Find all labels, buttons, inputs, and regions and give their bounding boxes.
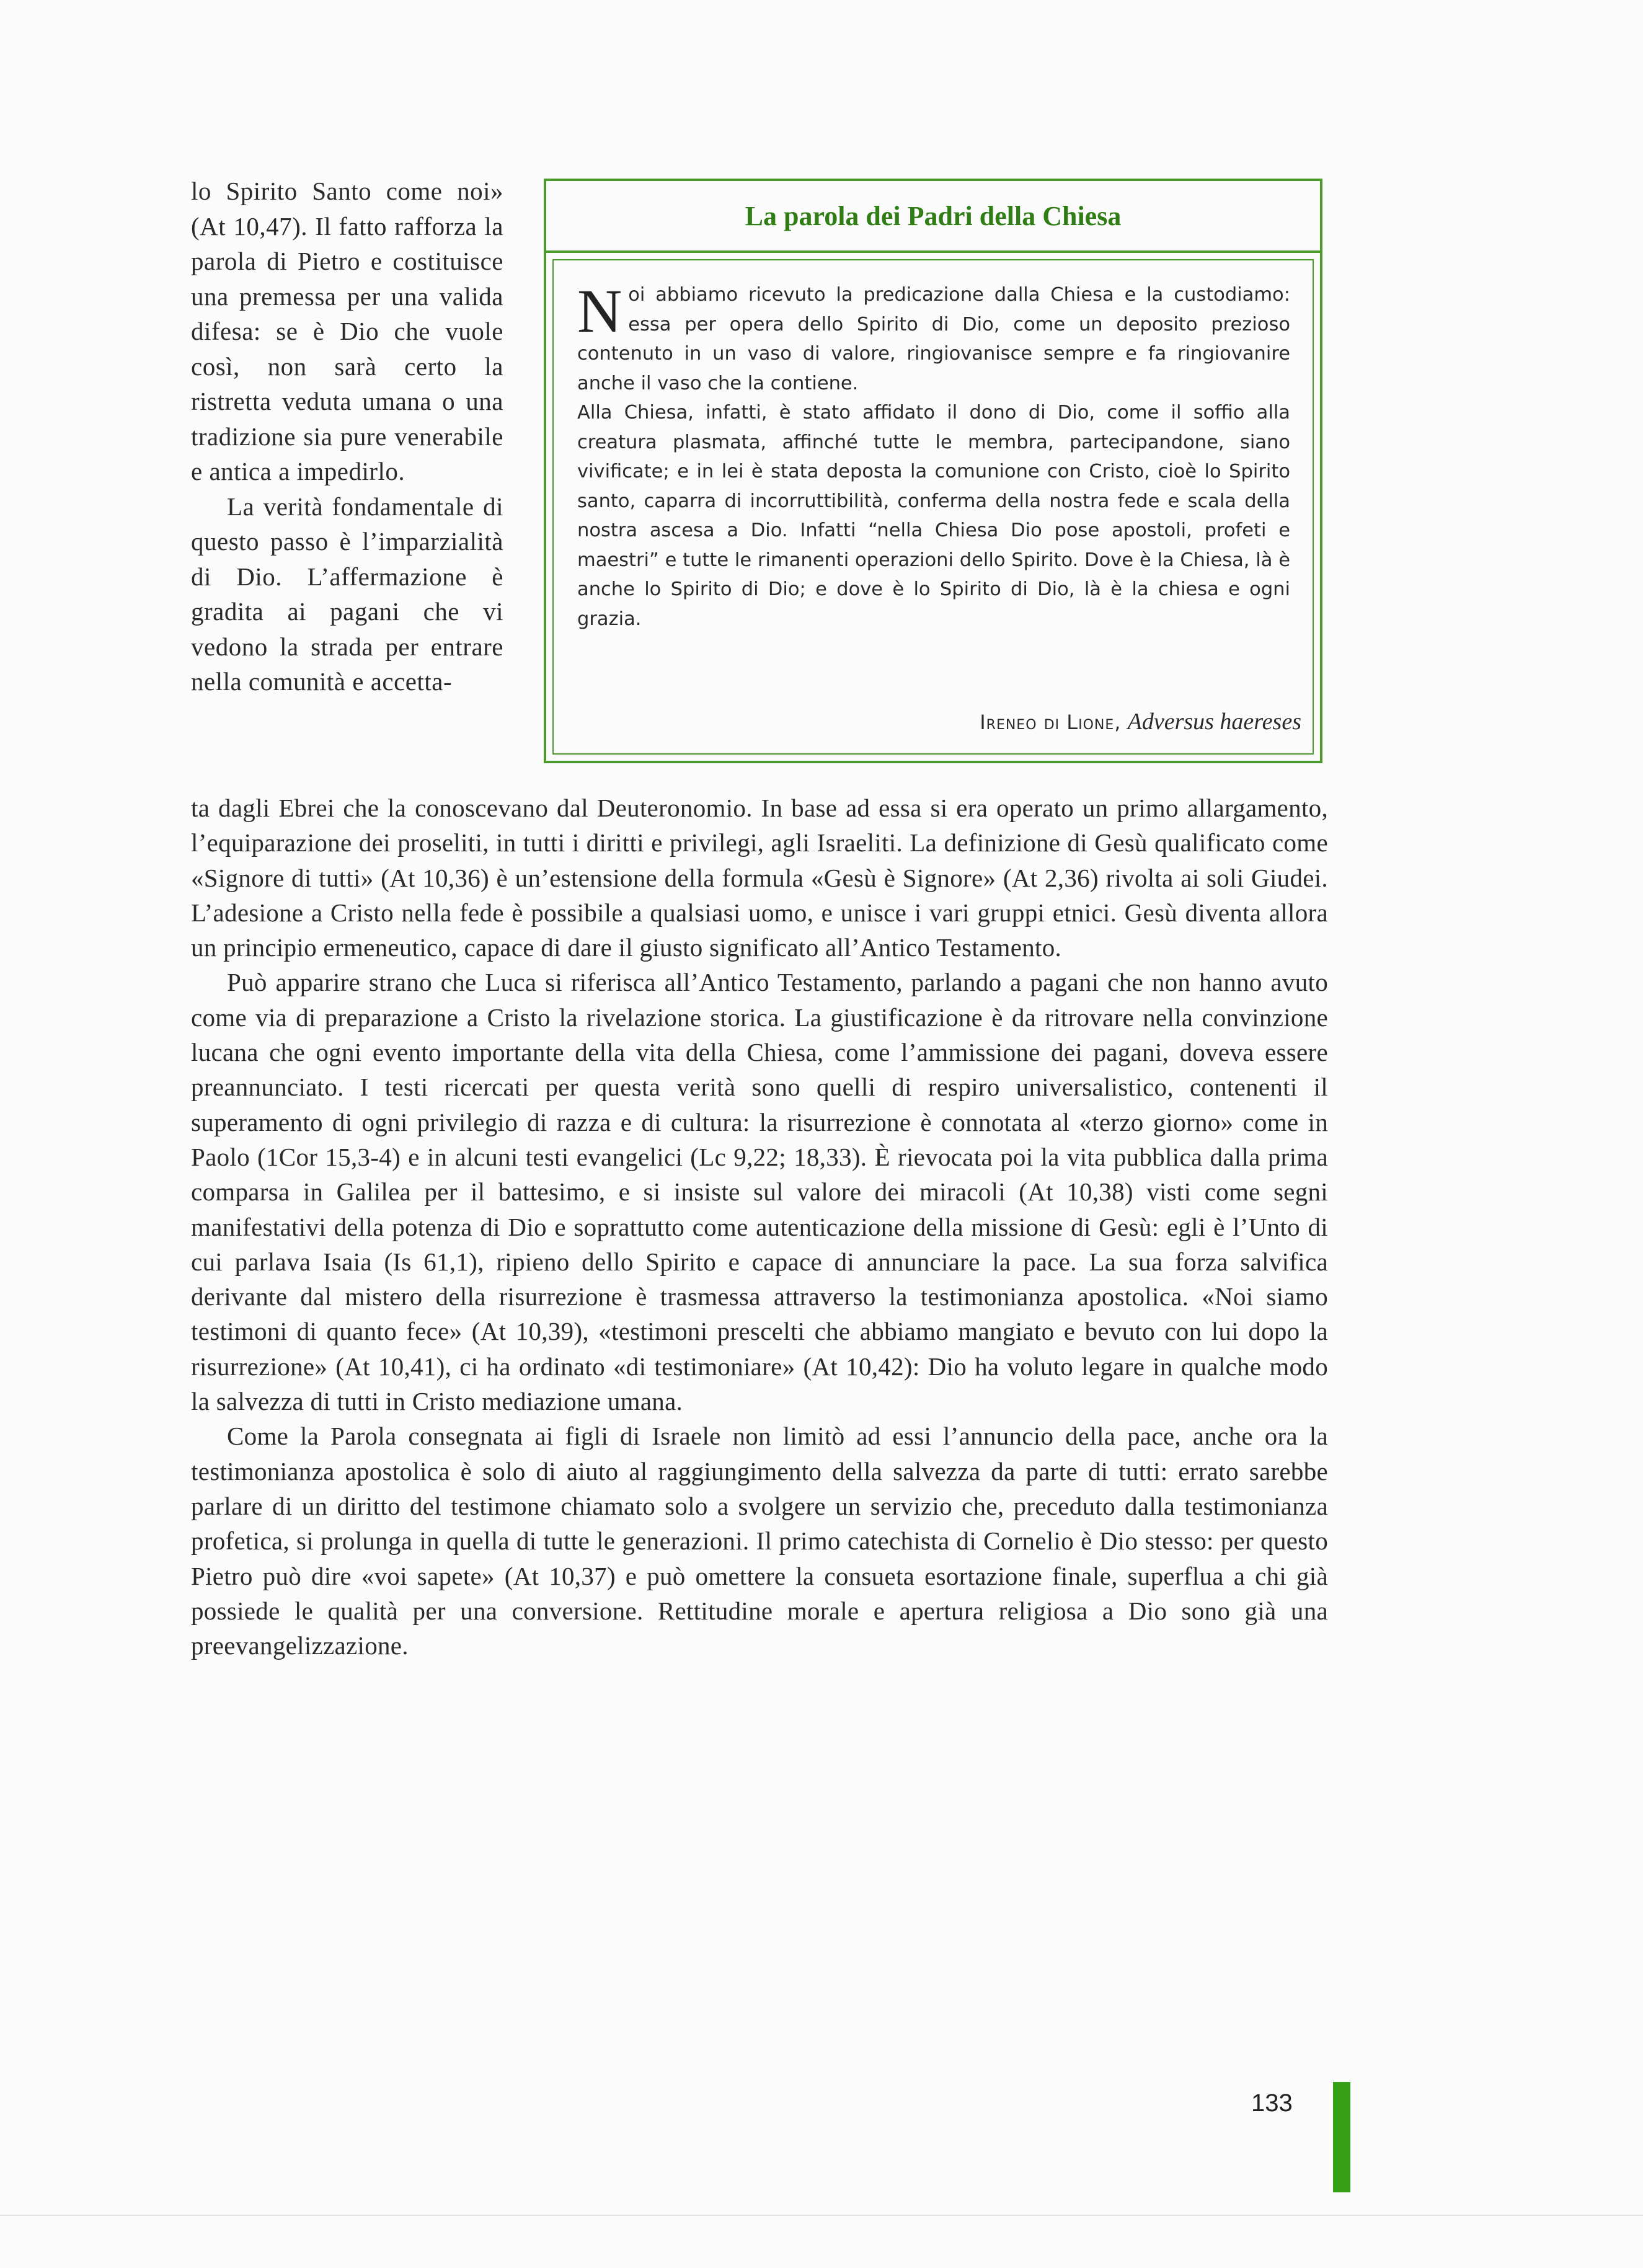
main-paragraph-2: Può apparire strano che Luca si riferisca all’Antico Testamento, parlando a pagani che non hanno avuto come via di preparazione a Cristo la rivelazione storica. La giustificazione è da ritrovare nella convinzione lucana che ogni evento importante della vita della Chiesa, come l’ammissione dei pagani, doveva essere preannunciato. I testi ricercati per questa verità sono quelli di respiro universalistico, contenenti il superamento di ogni privilegio di razza e di cultura: la risurrezione è connotata al «terzo giorno» come in Paolo (1Cor 15,3-4) e in alcuni testi evangelici (Lc 9,22; 18,33). È rievocata poi la vita pubblica dalla prima comparsa in Galilea per il battesimo, e si insiste sul valore dei miracoli (At 10,38) visti come segni manifestativi della potenza di Dio e soprattutto come autenticazione della missione di Gesù: egli è l’Unto di cui parlava Isaia (Is 61,1), ripieno dello Spirito e capace di annunciare la pace. La sua forza salvifica derivante dal mistero della risurrezione è trasmessa attraverso la testimonianza apostolica. «Noi siamo testimoni di quanto fece» (At 10,39), «testimoni prescelti che abbiamo mangiato e bevuto con lui dopo la risurrezione» (At 10,41), ci ha ordinato «di testimoniare» (At 10,42): Dio ha voluto legare in qualche modo la salvezza di tutti in Cristo mediazione umana. <box>191 968 1328 1416</box>
quote-box-body <box>577 277 1290 634</box>
page-edge-line <box>0 2215 1643 2216</box>
attribution-author: Ireneo di Lione, <box>980 711 1122 734</box>
page-number: 133 <box>1251 2089 1293 2117</box>
quote-paragraph-2: Alla Chiesa, infatti, è stato affidato il dono di Dio, come il soffio alla creatura plasmata, affinché tutte le membra, partecipandone, siano vivificate; e in lei è stata deposta la comunione con Cristo, cioè lo Spirito santo, caparra di incorruttibilità, conferma della nostra fede e scala della nostra ascesa a Dio. Infatti “nella Chiesa Dio pose apostoli, profeti e maestri” e tutte le rimanenti operazioni dello Spirito. Dove è la Chiesa, là è anche lo Spirito di Dio; e dove è lo Spirito di Dio, là è la chiesa e ogni grazia. <box>577 402 1290 630</box>
left-paragraph-2: La verità fondamentale di questo passo è l’imparzialità di Dio. L’affermazione è gradita ai pagani che vi vedono la strada per entrare nella comunità e accetta- <box>191 492 503 696</box>
quote-box-title: La parola dei Padri della Chiesa <box>546 181 1320 253</box>
quote-paragraph-1: Noi abbiamo ricevuto la predicazione dalla Chiesa e la custodiamo: essa per opera dello Spirito di Dio, come un deposito prezioso contenuto in un vaso di valore, ringiovanisce sempre e fa ringiovanire anche il vaso che la contiene. <box>577 277 1290 394</box>
quote-attribution <box>980 708 1301 735</box>
left-paragraph-1: lo Spirito Santo come noi» (At 10,47). Il fatto rafforza la parola di Pietro e costituisce una premessa per una valida difesa: se è Dio che vuole così, non sarà certo la ristretta veduta umana o una tradizione sia pure venerabile e antica a impedirlo. <box>191 177 503 485</box>
left-column <box>191 174 503 699</box>
main-text <box>191 791 1328 1663</box>
main-paragraph-1: ta dagli Ebrei che la conoscevano dal Deuteronomio. In base ad essa si era operato un primo allargamento, l’equiparazione dei proseliti, in tutti i diritti e privilegi, agli Israeliti. La definizione di Gesù qualificato come «Signore di tutti» (At 10,36) è un’estensione della formula «Gesù è Signore» (At 2,36) rivolta ai soli Giudei. L’adesione a Cristo nella fede è possibile a qualsiasi uomo, e unisce i vari gruppi etnici. Gesù diventa allora un principio ermeneutico, capace di dare il giusto significato all’Antico Testamento. <box>191 794 1328 962</box>
attribution-work: Adversus haereses <box>1127 709 1301 735</box>
page-marker-bar <box>1333 2082 1350 2192</box>
main-paragraph-3: Come la Parola consegnata ai figli di Israele non limitò ad essi l’annuncio della pace, anche ora la testimonianza apostolica è solo di aiuto al raggiungimento della salvezza da parte di tutti: errato sarebbe parlare di un diritto del testimone chiamato solo a svolgere un servizio che, preceduto dalla testimonianza profetica, si prolunga in quella di tutte le generazioni. Il primo catechista di Cornelio è Dio stesso: per questo Pietro può dire «voi sapete» (At 10,37) e può omettere la consueta esortazione finale, superflua a chi già possiede le qualità per una conversione. Rettitudine morale e apertura religiosa a Dio sono già una preevangelizzazione. <box>191 1422 1328 1660</box>
drop-cap: N <box>577 277 622 345</box>
quote-box <box>544 179 1322 763</box>
